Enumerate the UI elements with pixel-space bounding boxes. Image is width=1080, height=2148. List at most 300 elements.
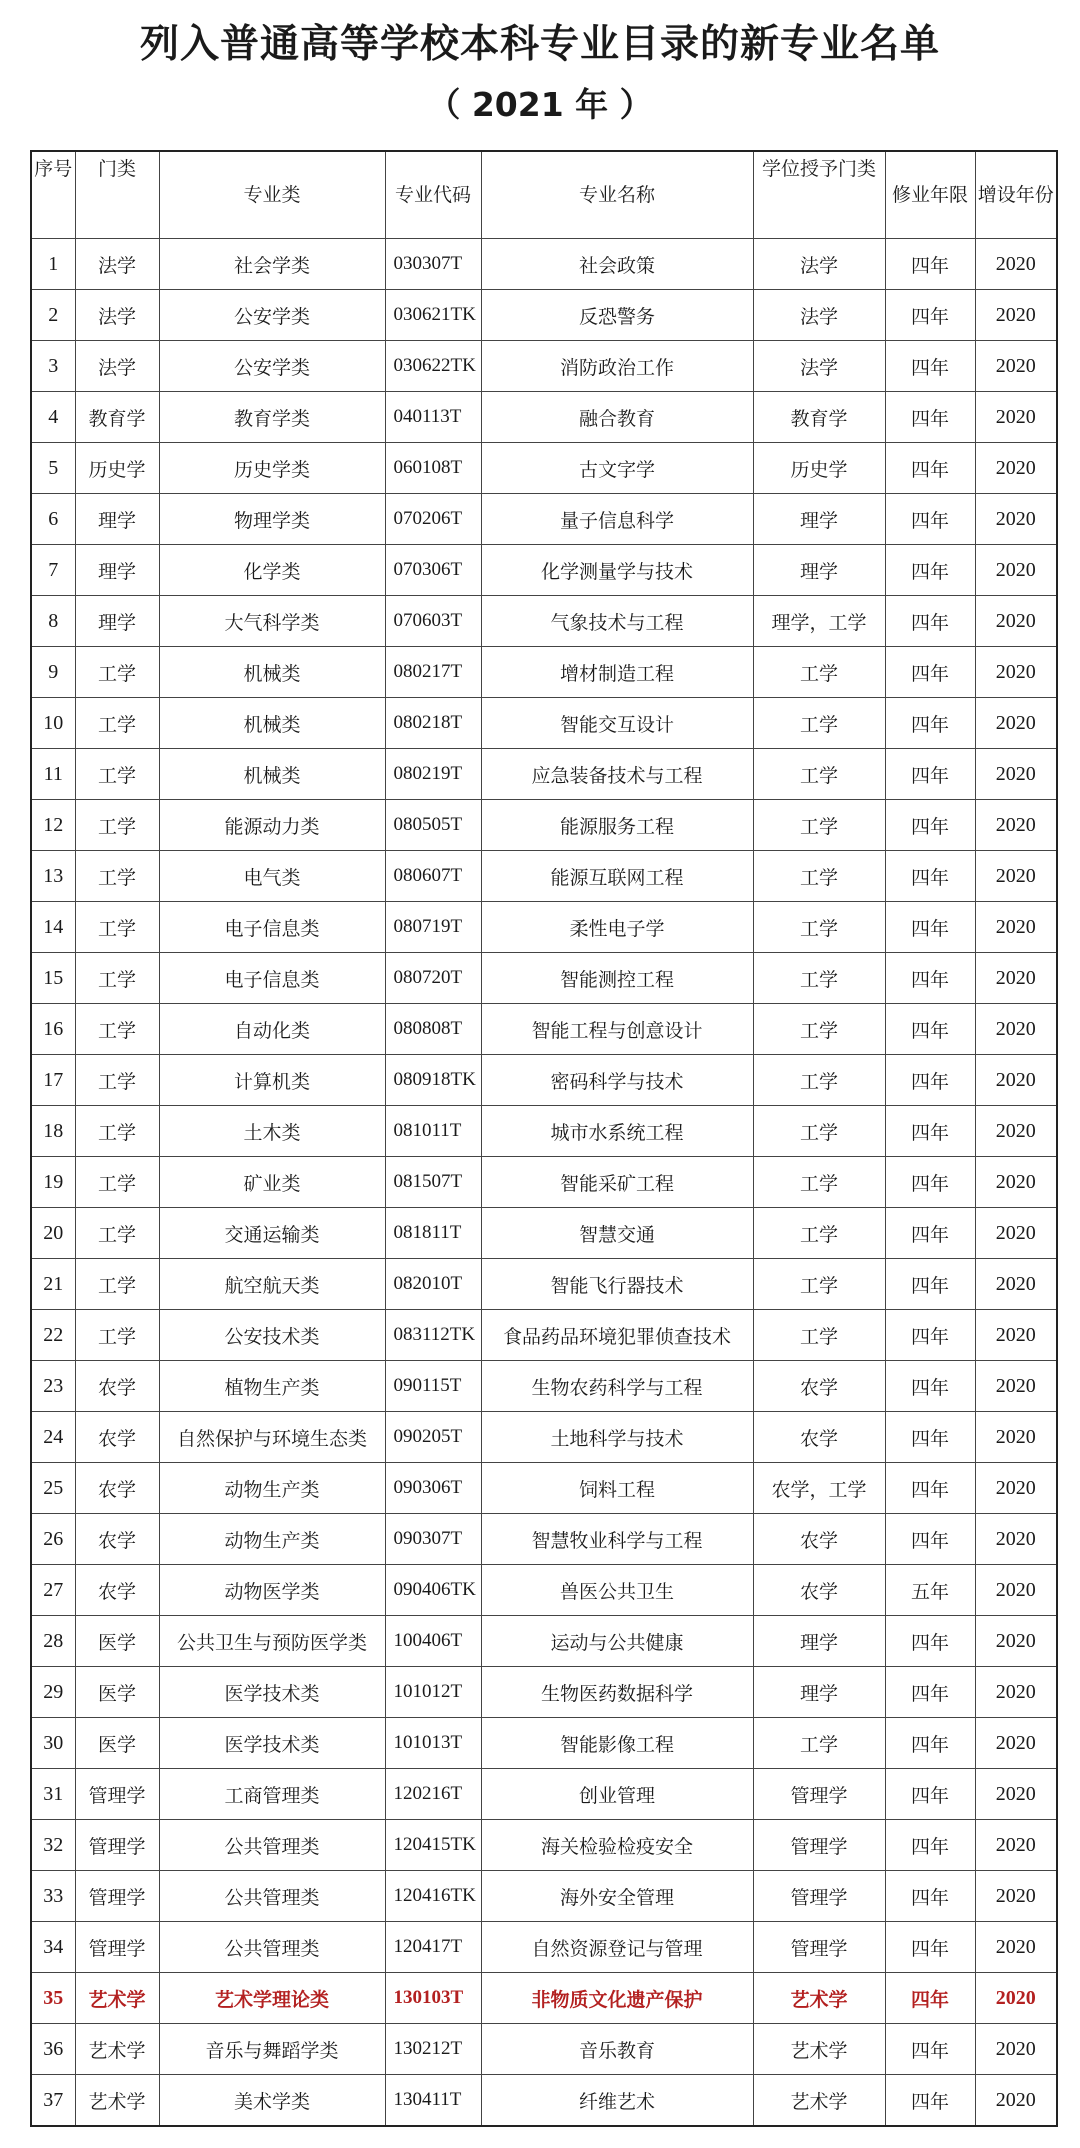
cell-name: 智能测控工程 xyxy=(481,953,753,1004)
cell-name: 智能交互设计 xyxy=(481,698,753,749)
cell-category: 工学 xyxy=(75,1208,159,1259)
cell-years: 四年 xyxy=(885,290,975,341)
cell-added: 2020 xyxy=(975,392,1057,443)
cell-category: 农学 xyxy=(75,1514,159,1565)
cell-degree: 理学 xyxy=(753,1667,885,1718)
cell-category: 工学 xyxy=(75,1055,159,1106)
cell-category: 工学 xyxy=(75,1106,159,1157)
cell-category: 工学 xyxy=(75,749,159,800)
table-row xyxy=(31,239,1057,290)
cell-name: 音乐教育 xyxy=(481,2024,753,2075)
table-row xyxy=(31,851,1057,902)
cell-added: 2020 xyxy=(975,851,1057,902)
cell-category: 农学 xyxy=(75,1565,159,1616)
cell-degree: 农学 xyxy=(753,1412,885,1463)
cell-degree: 工学 xyxy=(753,1259,885,1310)
cell-class: 电子信息类 xyxy=(159,902,385,953)
cell-name: 智能影像工程 xyxy=(481,1718,753,1769)
cell-code: 081011T xyxy=(385,1106,481,1157)
cell-category: 工学 xyxy=(75,800,159,851)
cell-name: 城市水系统工程 xyxy=(481,1106,753,1157)
cell-added: 2020 xyxy=(975,1820,1057,1871)
cell-seq: 10 xyxy=(31,698,75,749)
cell-years: 四年 xyxy=(885,1973,975,2024)
cell-years: 四年 xyxy=(885,1055,975,1106)
cell-name: 食品药品环境犯罪侦查技术 xyxy=(481,1310,753,1361)
cell-class: 交通运输类 xyxy=(159,1208,385,1259)
cell-seq: 37 xyxy=(31,2075,75,2127)
cell-added: 2020 xyxy=(975,1718,1057,1769)
cell-code: 101013T xyxy=(385,1718,481,1769)
cell-seq: 13 xyxy=(31,851,75,902)
cell-name: 反恐警务 xyxy=(481,290,753,341)
cell-degree: 管理学 xyxy=(753,1922,885,1973)
table-body xyxy=(31,239,1057,2127)
header-seq: 序号 xyxy=(31,151,75,239)
cell-seq: 22 xyxy=(31,1310,75,1361)
cell-category: 管理学 xyxy=(75,1769,159,1820)
cell-name: 柔性电子学 xyxy=(481,902,753,953)
table-row xyxy=(31,1157,1057,1208)
cell-degree: 法学 xyxy=(753,341,885,392)
cell-seq: 19 xyxy=(31,1157,75,1208)
header-code: 专业代码 xyxy=(385,151,481,239)
cell-category: 管理学 xyxy=(75,1871,159,1922)
table-row xyxy=(31,2075,1057,2127)
table-row xyxy=(31,1820,1057,1871)
cell-code: 090306T xyxy=(385,1463,481,1514)
cell-degree: 教育学 xyxy=(753,392,885,443)
table-row xyxy=(31,1055,1057,1106)
cell-name: 气象技术与工程 xyxy=(481,596,753,647)
cell-years: 四年 xyxy=(885,800,975,851)
cell-category: 工学 xyxy=(75,953,159,1004)
cell-category: 工学 xyxy=(75,1259,159,1310)
cell-name: 智慧牧业科学与工程 xyxy=(481,1514,753,1565)
cell-category: 理学 xyxy=(75,596,159,647)
cell-added: 2020 xyxy=(975,1463,1057,1514)
table-row xyxy=(31,596,1057,647)
cell-class: 化学类 xyxy=(159,545,385,596)
cell-years: 四年 xyxy=(885,1004,975,1055)
cell-seq: 26 xyxy=(31,1514,75,1565)
cell-category: 管理学 xyxy=(75,1820,159,1871)
cell-category: 工学 xyxy=(75,851,159,902)
cell-class: 动物医学类 xyxy=(159,1565,385,1616)
cell-category: 农学 xyxy=(75,1361,159,1412)
cell-code: 120416TK xyxy=(385,1871,481,1922)
table-row xyxy=(31,1922,1057,1973)
cell-category: 艺术学 xyxy=(75,1973,159,2024)
cell-degree: 工学 xyxy=(753,1208,885,1259)
cell-added: 2020 xyxy=(975,1361,1057,1412)
cell-seq: 18 xyxy=(31,1106,75,1157)
table-row xyxy=(31,392,1057,443)
table-row xyxy=(31,1106,1057,1157)
cell-name: 自然资源登记与管理 xyxy=(481,1922,753,1973)
cell-degree: 工学 xyxy=(753,1055,885,1106)
cell-years: 四年 xyxy=(885,1412,975,1463)
cell-degree: 工学 xyxy=(753,1310,885,1361)
cell-code: 082010T xyxy=(385,1259,481,1310)
cell-years: 四年 xyxy=(885,953,975,1004)
cell-name: 量子信息科学 xyxy=(481,494,753,545)
table-row xyxy=(31,1565,1057,1616)
cell-degree: 工学 xyxy=(753,1106,885,1157)
cell-category: 工学 xyxy=(75,902,159,953)
header-added: 增设年份 xyxy=(975,151,1057,239)
cell-category: 历史学 xyxy=(75,443,159,494)
table-row xyxy=(31,2024,1057,2075)
cell-added: 2020 xyxy=(975,1871,1057,1922)
cell-code: 120216T xyxy=(385,1769,481,1820)
cell-name: 纤维艺术 xyxy=(481,2075,753,2127)
header-class: 专业类 xyxy=(159,151,385,239)
cell-name: 社会政策 xyxy=(481,239,753,290)
table-header-row xyxy=(31,151,1057,239)
cell-name: 创业管理 xyxy=(481,1769,753,1820)
cell-category: 医学 xyxy=(75,1616,159,1667)
cell-years: 四年 xyxy=(885,1361,975,1412)
cell-class: 公安技术类 xyxy=(159,1310,385,1361)
cell-code: 080217T xyxy=(385,647,481,698)
cell-added: 2020 xyxy=(975,596,1057,647)
cell-name: 生物农药科学与工程 xyxy=(481,1361,753,1412)
cell-class: 电子信息类 xyxy=(159,953,385,1004)
cell-added: 2020 xyxy=(975,341,1057,392)
cell-name: 运动与公共健康 xyxy=(481,1616,753,1667)
cell-class: 大气科学类 xyxy=(159,596,385,647)
cell-category: 艺术学 xyxy=(75,2075,159,2127)
cell-years: 四年 xyxy=(885,494,975,545)
cell-category: 工学 xyxy=(75,1004,159,1055)
cell-code: 130411T xyxy=(385,2075,481,2127)
cell-years: 四年 xyxy=(885,698,975,749)
cell-years: 四年 xyxy=(885,1463,975,1514)
table-row xyxy=(31,341,1057,392)
cell-added: 2020 xyxy=(975,953,1057,1004)
cell-class: 动物生产类 xyxy=(159,1514,385,1565)
cell-class: 工商管理类 xyxy=(159,1769,385,1820)
cell-name: 智能工程与创意设计 xyxy=(481,1004,753,1055)
cell-degree: 农学 xyxy=(753,1514,885,1565)
cell-seq: 20 xyxy=(31,1208,75,1259)
cell-class: 公共管理类 xyxy=(159,1820,385,1871)
cell-degree: 理学，工学 xyxy=(753,596,885,647)
cell-class: 公安学类 xyxy=(159,290,385,341)
cell-category: 工学 xyxy=(75,647,159,698)
cell-degree: 工学 xyxy=(753,953,885,1004)
cell-class: 航空航天类 xyxy=(159,1259,385,1310)
cell-years: 四年 xyxy=(885,392,975,443)
cell-degree: 工学 xyxy=(753,1718,885,1769)
cell-added: 2020 xyxy=(975,1259,1057,1310)
cell-added: 2020 xyxy=(975,1565,1057,1616)
cell-added: 2020 xyxy=(975,1769,1057,1820)
cell-seq: 25 xyxy=(31,1463,75,1514)
header-category: 门类 xyxy=(75,151,159,239)
cell-class: 机械类 xyxy=(159,698,385,749)
cell-category: 工学 xyxy=(75,698,159,749)
cell-code: 130212T xyxy=(385,2024,481,2075)
cell-seq: 16 xyxy=(31,1004,75,1055)
cell-class: 自动化类 xyxy=(159,1004,385,1055)
cell-class: 艺术学理论类 xyxy=(159,1973,385,2024)
cell-code: 040113T xyxy=(385,392,481,443)
table-row xyxy=(31,494,1057,545)
cell-category: 理学 xyxy=(75,494,159,545)
table-row xyxy=(31,902,1057,953)
cell-seq: 17 xyxy=(31,1055,75,1106)
cell-seq: 23 xyxy=(31,1361,75,1412)
cell-degree: 理学 xyxy=(753,1616,885,1667)
cell-added: 2020 xyxy=(975,494,1057,545)
cell-code: 030621TK xyxy=(385,290,481,341)
cell-code: 090406TK xyxy=(385,1565,481,1616)
cell-added: 2020 xyxy=(975,2075,1057,2127)
cell-class: 计算机类 xyxy=(159,1055,385,1106)
cell-code: 070306T xyxy=(385,545,481,596)
cell-degree: 法学 xyxy=(753,239,885,290)
cell-years: 四年 xyxy=(885,596,975,647)
cell-name: 密码科学与技术 xyxy=(481,1055,753,1106)
cell-years: 四年 xyxy=(885,749,975,800)
cell-added: 2020 xyxy=(975,1922,1057,1973)
cell-years: 四年 xyxy=(885,1106,975,1157)
table-row xyxy=(31,698,1057,749)
cell-added: 2020 xyxy=(975,1310,1057,1361)
cell-years: 四年 xyxy=(885,2024,975,2075)
cell-added: 2020 xyxy=(975,239,1057,290)
page-title: 列入普通高等学校本科专业目录的新专业名单 xyxy=(139,22,940,67)
header-degree: 学位授予门类 xyxy=(753,151,885,239)
table-row xyxy=(31,443,1057,494)
cell-added: 2020 xyxy=(975,1514,1057,1565)
cell-added: 2020 xyxy=(975,1973,1057,2024)
cell-years: 四年 xyxy=(885,902,975,953)
cell-added: 2020 xyxy=(975,1412,1057,1463)
cell-seq: 15 xyxy=(31,953,75,1004)
cell-added: 2020 xyxy=(975,749,1057,800)
cell-code: 083112TK xyxy=(385,1310,481,1361)
cell-seq: 2 xyxy=(31,290,75,341)
cell-degree: 工学 xyxy=(753,851,885,902)
table-row xyxy=(31,545,1057,596)
cell-category: 教育学 xyxy=(75,392,159,443)
cell-added: 2020 xyxy=(975,1667,1057,1718)
cell-seq: 27 xyxy=(31,1565,75,1616)
cell-class: 音乐与舞蹈学类 xyxy=(159,2024,385,2075)
cell-code: 101012T xyxy=(385,1667,481,1718)
cell-years: 四年 xyxy=(885,341,975,392)
cell-seq: 9 xyxy=(31,647,75,698)
cell-category: 法学 xyxy=(75,290,159,341)
table-row xyxy=(31,1259,1057,1310)
cell-years: 四年 xyxy=(885,1310,975,1361)
cell-class: 医学技术类 xyxy=(159,1718,385,1769)
cell-code: 080219T xyxy=(385,749,481,800)
cell-name: 古文字学 xyxy=(481,443,753,494)
cell-years: 四年 xyxy=(885,1259,975,1310)
cell-class: 公共管理类 xyxy=(159,1871,385,1922)
cell-name: 增材制造工程 xyxy=(481,647,753,698)
cell-code: 030622TK xyxy=(385,341,481,392)
cell-seq: 32 xyxy=(31,1820,75,1871)
cell-added: 2020 xyxy=(975,1616,1057,1667)
cell-class: 公安学类 xyxy=(159,341,385,392)
cell-degree: 理学 xyxy=(753,545,885,596)
cell-category: 工学 xyxy=(75,1157,159,1208)
cell-degree: 农学 xyxy=(753,1565,885,1616)
cell-degree: 农学，工学 xyxy=(753,1463,885,1514)
cell-years: 四年 xyxy=(885,1922,975,1973)
cell-name: 智慧交通 xyxy=(481,1208,753,1259)
cell-class: 能源动力类 xyxy=(159,800,385,851)
cell-class: 公共卫生与预防医学类 xyxy=(159,1616,385,1667)
cell-code: 090307T xyxy=(385,1514,481,1565)
cell-name: 消防政治工作 xyxy=(481,341,753,392)
table-row xyxy=(31,1769,1057,1820)
cell-seq: 11 xyxy=(31,749,75,800)
page-subtitle: （ 2021 年 ） xyxy=(427,85,653,124)
cell-seq: 33 xyxy=(31,1871,75,1922)
cell-class: 机械类 xyxy=(159,647,385,698)
cell-code: 080607T xyxy=(385,851,481,902)
cell-added: 2020 xyxy=(975,1157,1057,1208)
table-row xyxy=(31,953,1057,1004)
table-row xyxy=(31,749,1057,800)
cell-code: 120415TK xyxy=(385,1820,481,1871)
cell-seq: 6 xyxy=(31,494,75,545)
cell-code: 130103T xyxy=(385,1973,481,2024)
cell-name: 能源服务工程 xyxy=(481,800,753,851)
cell-class: 公共管理类 xyxy=(159,1922,385,1973)
cell-degree: 法学 xyxy=(753,290,885,341)
cell-class: 医学技术类 xyxy=(159,1667,385,1718)
cell-seq: 34 xyxy=(31,1922,75,1973)
cell-name: 海外安全管理 xyxy=(481,1871,753,1922)
cell-added: 2020 xyxy=(975,800,1057,851)
cell-code: 030307T xyxy=(385,239,481,290)
cell-category: 农学 xyxy=(75,1412,159,1463)
table-row xyxy=(31,1973,1057,2024)
cell-years: 四年 xyxy=(885,1769,975,1820)
cell-years: 四年 xyxy=(885,1820,975,1871)
cell-class: 矿业类 xyxy=(159,1157,385,1208)
cell-code: 080808T xyxy=(385,1004,481,1055)
cell-years: 四年 xyxy=(885,545,975,596)
cell-category: 农学 xyxy=(75,1463,159,1514)
header-years: 修业年限 xyxy=(885,151,975,239)
cell-seq: 35 xyxy=(31,1973,75,2024)
table-row xyxy=(31,1667,1057,1718)
cell-name: 智能采矿工程 xyxy=(481,1157,753,1208)
cell-seq: 3 xyxy=(31,341,75,392)
cell-degree: 管理学 xyxy=(753,1769,885,1820)
cell-code: 081811T xyxy=(385,1208,481,1259)
cell-seq: 28 xyxy=(31,1616,75,1667)
cell-class: 社会学类 xyxy=(159,239,385,290)
cell-code: 080218T xyxy=(385,698,481,749)
cell-name: 化学测量学与技术 xyxy=(481,545,753,596)
table-row xyxy=(31,1871,1057,1922)
cell-years: 四年 xyxy=(885,2075,975,2127)
cell-degree: 工学 xyxy=(753,749,885,800)
cell-category: 法学 xyxy=(75,239,159,290)
cell-years: 四年 xyxy=(885,1871,975,1922)
cell-degree: 理学 xyxy=(753,494,885,545)
cell-degree: 工学 xyxy=(753,647,885,698)
cell-degree: 工学 xyxy=(753,800,885,851)
cell-years: 四年 xyxy=(885,239,975,290)
table-row xyxy=(31,1463,1057,1514)
cell-name: 能源互联网工程 xyxy=(481,851,753,902)
cell-degree: 农学 xyxy=(753,1361,885,1412)
cell-class: 土木类 xyxy=(159,1106,385,1157)
cell-seq: 1 xyxy=(31,239,75,290)
cell-seq: 14 xyxy=(31,902,75,953)
cell-seq: 5 xyxy=(31,443,75,494)
cell-class: 机械类 xyxy=(159,749,385,800)
cell-category: 艺术学 xyxy=(75,2024,159,2075)
cell-name: 兽医公共卫生 xyxy=(481,1565,753,1616)
cell-added: 2020 xyxy=(975,290,1057,341)
cell-category: 医学 xyxy=(75,1667,159,1718)
cell-added: 2020 xyxy=(975,1106,1057,1157)
cell-code: 070603T xyxy=(385,596,481,647)
cell-years: 四年 xyxy=(885,1208,975,1259)
cell-seq: 29 xyxy=(31,1667,75,1718)
cell-added: 2020 xyxy=(975,545,1057,596)
cell-years: 四年 xyxy=(885,1514,975,1565)
table-row xyxy=(31,290,1057,341)
cell-degree: 工学 xyxy=(753,1004,885,1055)
cell-code: 080720T xyxy=(385,953,481,1004)
cell-added: 2020 xyxy=(975,1004,1057,1055)
cell-degree: 管理学 xyxy=(753,1820,885,1871)
cell-class: 历史学类 xyxy=(159,443,385,494)
cell-added: 2020 xyxy=(975,2024,1057,2075)
cell-code: 080719T xyxy=(385,902,481,953)
cell-name: 非物质文化遗产保护 xyxy=(481,1973,753,2024)
cell-degree: 历史学 xyxy=(753,443,885,494)
cell-added: 2020 xyxy=(975,1208,1057,1259)
table-row xyxy=(31,1004,1057,1055)
cell-seq: 8 xyxy=(31,596,75,647)
cell-seq: 12 xyxy=(31,800,75,851)
cell-seq: 24 xyxy=(31,1412,75,1463)
table-row xyxy=(31,1361,1057,1412)
cell-years: 四年 xyxy=(885,443,975,494)
cell-seq: 31 xyxy=(31,1769,75,1820)
table-row xyxy=(31,1208,1057,1259)
cell-category: 工学 xyxy=(75,1310,159,1361)
cell-name: 智能飞行器技术 xyxy=(481,1259,753,1310)
cell-name: 应急装备技术与工程 xyxy=(481,749,753,800)
header-name: 专业名称 xyxy=(481,151,753,239)
cell-years: 五年 xyxy=(885,1565,975,1616)
cell-degree: 艺术学 xyxy=(753,1973,885,2024)
cell-code: 080918TK xyxy=(385,1055,481,1106)
cell-code: 081507T xyxy=(385,1157,481,1208)
cell-seq: 30 xyxy=(31,1718,75,1769)
cell-added: 2020 xyxy=(975,443,1057,494)
cell-degree: 艺术学 xyxy=(753,2075,885,2127)
cell-code: 120417T xyxy=(385,1922,481,1973)
cell-code: 090205T xyxy=(385,1412,481,1463)
cell-added: 2020 xyxy=(975,902,1057,953)
table-row xyxy=(31,647,1057,698)
